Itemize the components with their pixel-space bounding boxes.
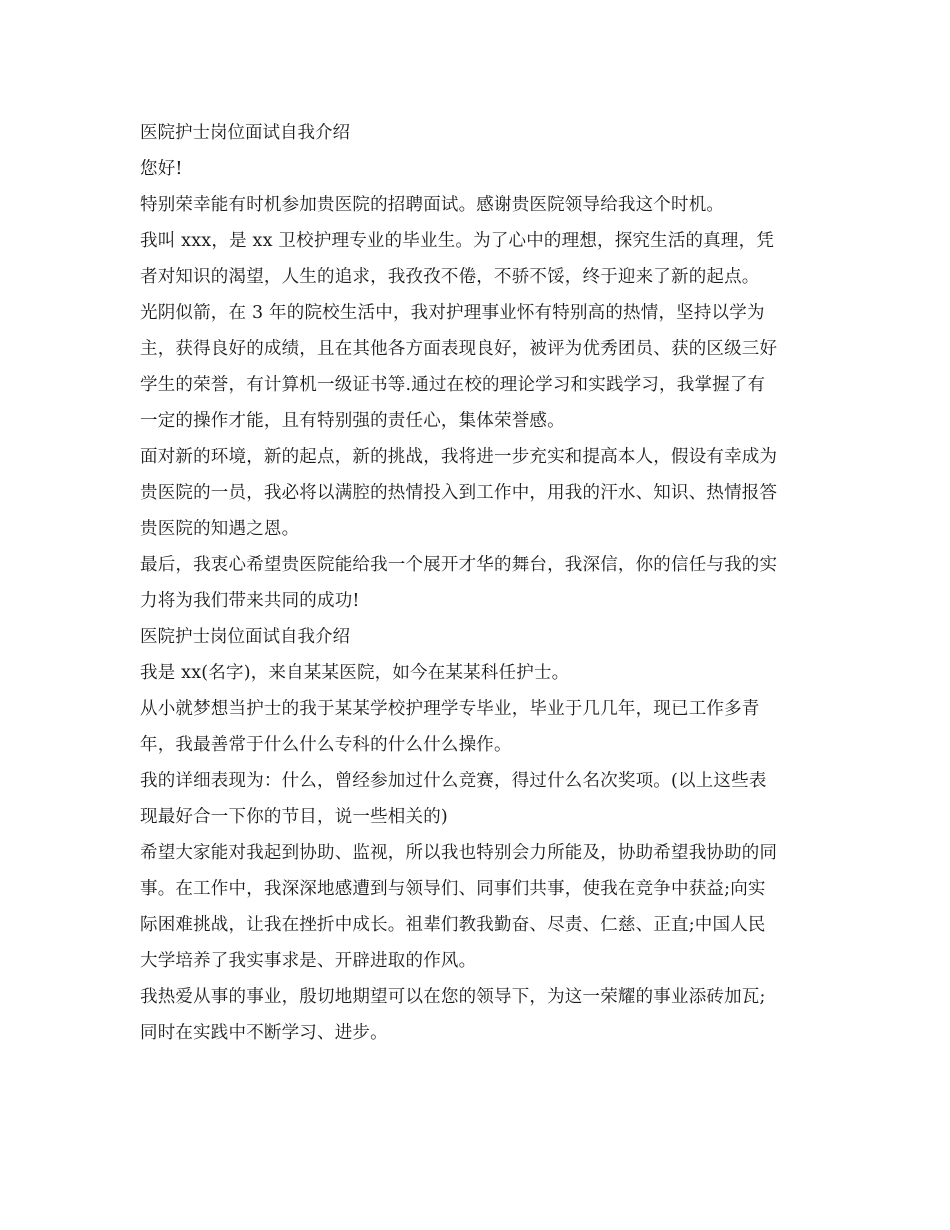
text-line: 光阴似箭，在 3 年的院校生活中，我对护理事业怀有特别高的热情，坚持以学为	[140, 303, 765, 323]
text-line: 学生的荣誉，有计算机一级证书等.通过在校的理论学习和实践学习，我掌握了有	[140, 375, 766, 395]
text-line: 年，我最善常于什么什么专科的什么什么操作。	[140, 735, 512, 755]
text-line: 我叫 xxx，是 xx 卫校护理专业的毕业生。为了心中的理想，探究生活的真理，凭	[140, 231, 775, 251]
text-line: 从小就梦想当护士的我于某某学校护理学专毕业，毕业于几几年，现已工作多青	[140, 699, 760, 719]
text-line: 者对知识的渴望，人生的追求，我孜孜不倦，不骄不馁，终于迎来了新的起点。	[140, 267, 760, 287]
text-line: 我热爱从事的事业，殷切地期望可以在您的领导下，为这一荣耀的事业添砖加瓦;	[140, 987, 766, 1007]
document-body	[140, 115, 830, 1051]
greeting: 您好!	[140, 159, 183, 179]
text-line: 主，获得良好的成绩，且在其他各方面表现良好，被评为优秀团员、获的区级三好	[140, 339, 778, 359]
text-line: 大学培养了我实事求是、开辟进取的作风。	[140, 951, 477, 971]
text-line: 际困难挑战，让我在挫折中成长。祖辈们教我勤奋、尽责、仁慈、正直;中国人民	[140, 915, 766, 935]
text-line: 最后，我衷心希望贵医院能给我一个展开才华的舞台，我深信，你的信任与我的实	[140, 555, 778, 575]
text-line: 面对新的环境，新的起点，新的挑战，我将进一步充实和提高本人，假设有幸成为	[140, 447, 778, 467]
text-line: 同时在实践中不断学习、进步。	[140, 1023, 388, 1043]
section2-title: 医院护士岗位面试自我介绍	[140, 627, 350, 647]
text-line: 贵医院的知遇之恩。	[140, 519, 300, 539]
section1-title: 医院护士岗位面试自我介绍	[140, 123, 350, 143]
text-line: 希望大家能对我起到协助、监视，所以我也特别会力所能及，协助希望我协助的同	[140, 843, 778, 863]
text-line: 事。在工作中，我深深地感遭到与领导们、同事们共事，使我在竞争中获益;向实	[140, 879, 766, 899]
text-line: 特别荣幸能有时机参加贵医院的招聘面试。感谢贵医院领导给我这个时机。	[140, 195, 725, 215]
text-line: 贵医院的一员，我必将以满腔的热情投入到工作中，用我的汗水、知识、热情报答	[140, 483, 778, 503]
text-line: 一定的操作才能，且有特别强的责任心，集体荣誉感。	[140, 411, 565, 431]
text-line: 现最好合一下你的节目，说一些相关的)	[140, 807, 448, 827]
text-line: 我的详细表现为：什么，曾经参加过什么竞赛，得过什么名次奖项。(以上这些表	[140, 771, 767, 791]
text-line: 力将为我们带来共同的成功!	[140, 591, 360, 611]
text-line: 我是 xx(名字)，来自某某医院，如今在某某科任护士。	[140, 663, 570, 683]
